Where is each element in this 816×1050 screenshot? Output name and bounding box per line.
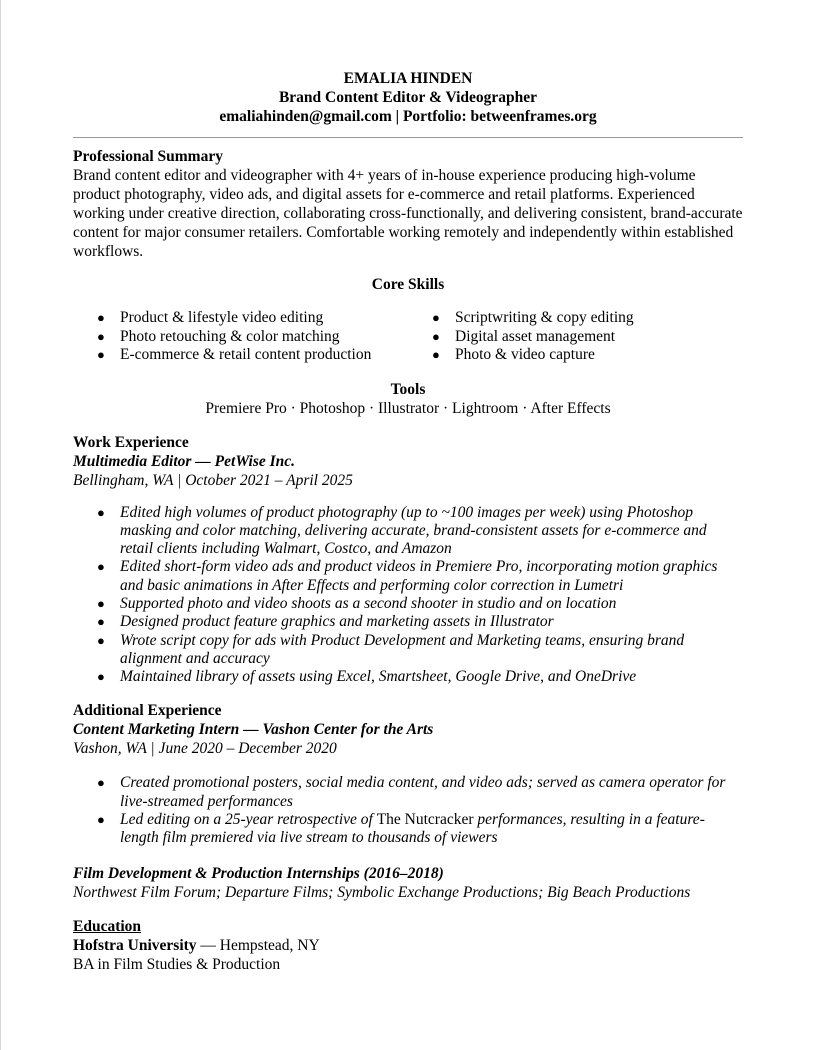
list-item: ● Scriptwriting & copy editing [432, 309, 634, 326]
tools-heading: Tools [390, 380, 426, 398]
bullet-icon: ● [432, 347, 440, 362]
skills-right-column [408, 309, 743, 365]
bullet-icon: ● [97, 632, 105, 648]
summary-heading: Professional Summary [73, 148, 223, 165]
work-role: Multimedia Editor — PetWise Inc. [73, 452, 296, 470]
additional-role: Content Marketing Intern — Vashon Center for the Arts [73, 721, 434, 739]
bullet-icon: ● [97, 669, 105, 685]
list-item: ● Designed product feature graphics and marketing assets in Illustrator [97, 613, 554, 631]
list-item: ● Maintained library of assets using Excel, Smartsheet, Google Drive, and OneDrive [97, 668, 637, 686]
skills-heading: Core Skills [371, 276, 445, 293]
education-heading: Education [73, 917, 142, 935]
page-edge [0, 0, 1, 1050]
bullet-icon: ● [97, 328, 105, 344]
skills-columns [73, 309, 743, 365]
list-item: ● Photo & video capture [432, 346, 595, 363]
list-item: ● Led editing on a 25-year retrospective of The Nutcracker performances, resulting in a feature-length film premiered via live stream to thousands of viewers [97, 811, 705, 847]
work-meta: Bellingham, WA | October 2021 – April 2025 [73, 471, 353, 489]
additional-heading: Additional Experience [73, 702, 222, 720]
bullet-icon: ● [432, 310, 440, 325]
list-item: ● Created promotional posters, social media content, and video ads; served as camera operator for live-streamed performances [97, 774, 726, 810]
education-school-line [73, 936, 743, 955]
summary-section [73, 147, 743, 261]
list-item: ● Product & lifestyle video editing [97, 309, 324, 326]
list-item: ● Edited high volumes of product photography (up to ~100 images per week) using Photoshop masking and color matching, delivering accurate, brand-consistent assets for e-commerce and retail clients including Walmart, Costco, and Amazon [97, 503, 707, 558]
nutcracker-title: The Nutcracker [376, 811, 474, 829]
contact-line: emaliahinden@gmail.com | Portfolio: betweenframes.org [219, 108, 597, 125]
film-section [73, 864, 743, 902]
resume-header [73, 0, 743, 126]
tools-list: Premiere Pro · Photoshop · Illustrator · Lightroom · After Effects [205, 399, 611, 417]
school-location: — Hempstead, NY [196, 936, 320, 954]
film-heading: Film Development & Production Internships (2016–2018) [73, 864, 444, 882]
school-name: Hofstra University [73, 936, 197, 954]
bullet-icon: ● [97, 595, 105, 611]
candidate-name: EMALIA HINDEN [343, 70, 473, 87]
list-item: ● Wrote script copy for ads with Product Development and Marketing teams, ensuring brand alignment and accuracy [97, 631, 685, 667]
bullet-icon: ● [97, 310, 105, 325]
list-item: ● Digital asset management [432, 327, 616, 345]
bullet-icon: ● [97, 614, 105, 630]
list-item: ● Edited short-form video ads and product videos in Premiere Pro, incorporating motion graphics and basic animations in After Effects and performing color correction in Lumetri [97, 558, 718, 594]
list-item: ● Supported photo and video shoots as a second shooter in studio and on location [97, 594, 617, 612]
skills-left-column [73, 309, 408, 365]
degree: BA in Film Studies & Production [73, 955, 281, 973]
candidate-title: Brand Content Editor & Videographer [278, 89, 538, 106]
bullet-icon: ● [97, 812, 105, 828]
work-section [73, 433, 743, 687]
tools-section [73, 380, 743, 418]
bullet-icon: ● [97, 775, 105, 791]
header-divider [73, 137, 743, 138]
work-bullets [73, 504, 743, 687]
work-heading: Work Experience [73, 433, 189, 451]
additional-bullets [73, 774, 743, 847]
additional-section [73, 701, 743, 847]
list-item: ● Photo retouching & color matching [97, 327, 340, 345]
resume-page [73, 0, 743, 974]
bullet-icon: ● [97, 504, 105, 520]
bullet-icon: ● [432, 328, 440, 344]
film-text: Northwest Film Forum; Departure Films; Symbolic Exchange Productions; Big Beach Productions [73, 883, 691, 901]
education-section [73, 917, 743, 974]
skills-section [73, 275, 743, 365]
list-item: ● E-commerce & retail content production [97, 346, 372, 363]
summary-text: Brand content editor and videographer with 4+ years of in-house experience producing high-volume product photography, video ads, and digital assets for e-commerce and retail platforms. Experienced working under creative direction, collaborating cross-functionally, and delivering consistent, brand-accurate content for major consumer retailers. Comfortable working remotely and independently within established workflows. [73, 167, 743, 260]
bullet-icon: ● [97, 559, 105, 575]
bullet-icon: ● [97, 347, 105, 362]
additional-meta: Vashon, WA | June 2020 – December 2020 [73, 740, 337, 758]
